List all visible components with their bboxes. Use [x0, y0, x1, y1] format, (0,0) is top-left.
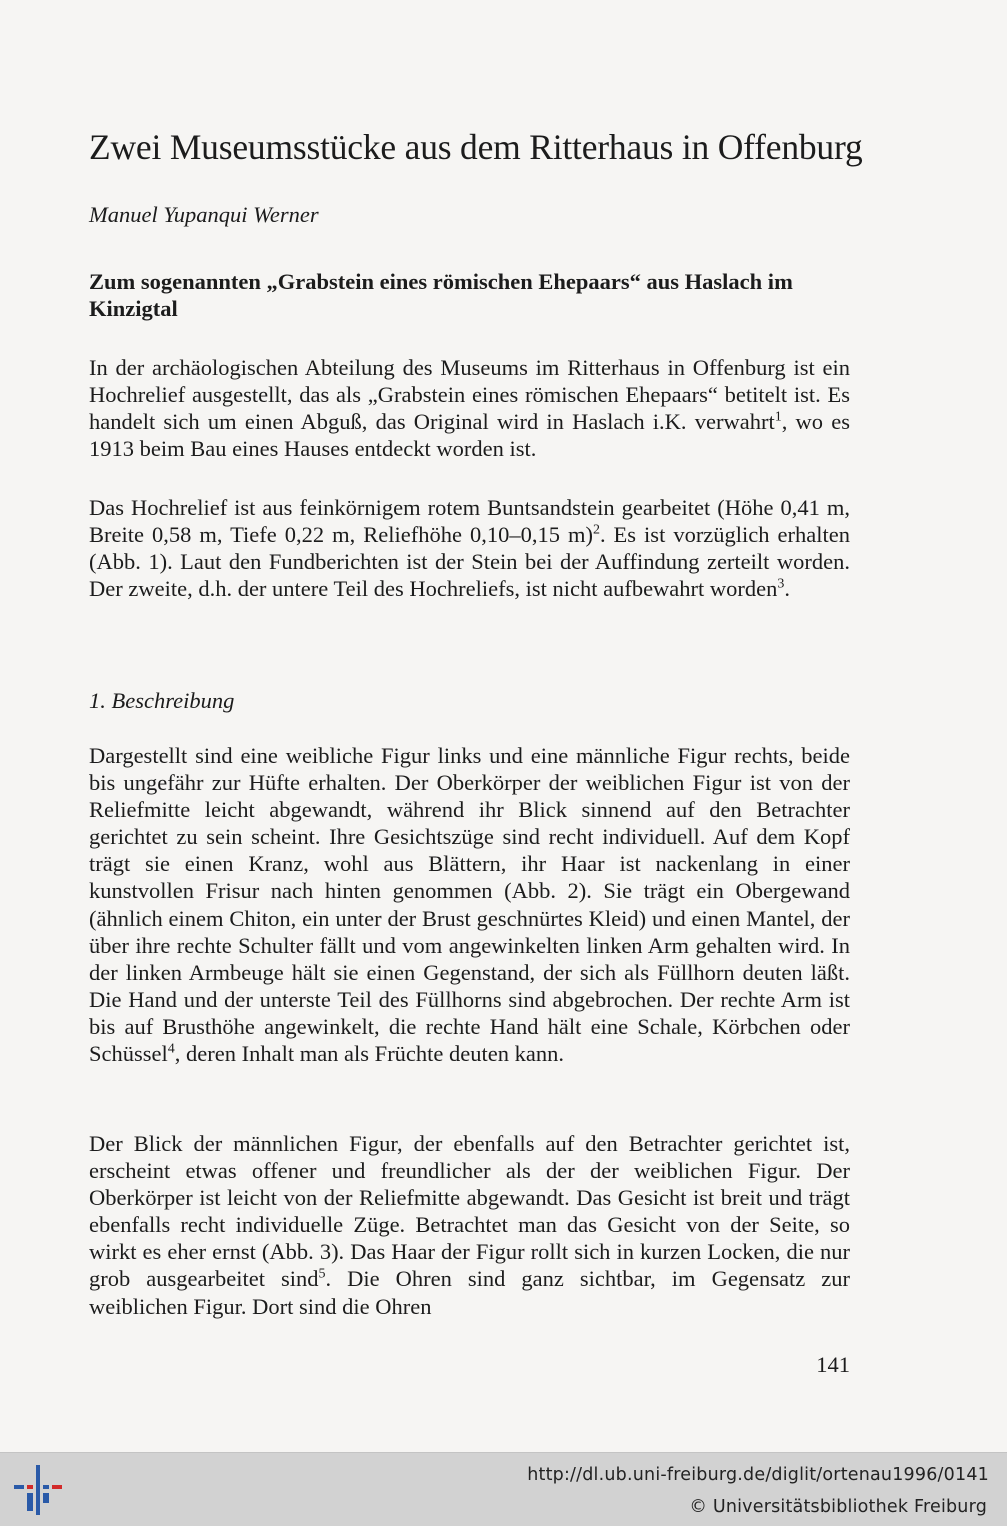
page-number: 141: [816, 1352, 850, 1377]
article-author: Manuel Yupanqui Werner: [89, 202, 319, 227]
footer-bar: [0, 1452, 1007, 1526]
footnote-ref[interactable]: 1: [774, 409, 782, 425]
footnote-ref[interactable]: 2: [592, 522, 600, 538]
paragraph-1: In der archäologischen Abteilung des Museums im Ritterhaus in Offenburg ist ein Hochrelief ausgestellt, das als „Grabstein eines römischen Ehepaars“ betitelt ist. Es handelt sich um einen Abguß, das Original wird in Haslach i.K. verwahrt$^1$, wo es 1913 beim Bau eines Hauses entdeckt worden ist.: [89, 355, 850, 462]
article-subtitle: Zum sogenannten „Grabstein eines römischen Ehepaars“ aus Haslach im Kinzigtal: [89, 269, 793, 321]
footnote-ref[interactable]: 3: [777, 576, 785, 592]
ub-freiburg-logo-icon[interactable]: [12, 1463, 64, 1517]
article-title: Zwei Museumsstücke aus dem Ritterhaus in Offenburg: [89, 127, 863, 167]
paragraph-4: Der Blick der männlichen Figur, der ebenfalls auf den Betrachter gerichtet ist, erscheint etwas offener und freundlicher als der der weiblichen Figur. Der Oberkörper ist leicht von der Reliefmitte abgewandt. Das Gesicht ist breit und trägt ebenfalls recht individuelle Züge. Betrachtet man das Gesicht von der Seite, so wirkt es eher ernst (Abb. 3). Das Haar der Figur rollt sich in kurzen Locken, die nur grob ausgearbeitet sind$^5$. Die Ohren sind ganz sichtbar, im Gegensatz zur weiblichen Figur. Dort sind die Ohren: [89, 1131, 851, 1319]
footnote-ref[interactable]: 5: [318, 1266, 326, 1282]
copyright-text: © Universitätsbibliothek Freiburg: [689, 1497, 987, 1517]
source-url-link[interactable]: http://dl.ub.uni-freiburg.de/diglit/ortenau1996/0141: [527, 1465, 989, 1485]
paragraph-3: Dargestellt sind eine weibliche Figur links und eine männliche Figur rechts, beide bis ungefähr zur Hüfte erhalten. Der Oberkörper der weiblichen Figur ist von der Reliefmitte leicht abgewandt, während ihr Blick sinnend auf den Betrachter gerichtet zu sein scheint. Ihre Gesichtszüge sind recht individuell. Auf dem Kopf trägt sie einen Kranz, wohl aus Blättern, ihr Haar ist nackenlang in einer kunstvollen Frisur nach hinten genommen (Abb. 2). Sie trägt ein Obergewand (ähnlich einem Chiton, ein unter der Brust geschnürtes Kleid) und einen Mantel, der über ihre rechte Schulter fällt und vom angewinkelten linken Arm gehalten wird. In der linken Armbeuge hält sie einen Gegenstand, der sich als Füllhorn deuten läßt. Die Hand und der unterste Teil des Füllhorns sind abgebrochen. Der rechte Arm ist bis auf Brusthöhe angewinkelt, die rechte Hand hält eine Schale, Körbchen oder Schüssel$^4$, deren Inhalt man als Früchte deuten kann.: [89, 743, 850, 1067]
paragraph-2: Das Hochrelief ist aus feinkörnigem rotem Buntsandstein gearbeitet (Höhe 0,41 m, Breite 0,58 m, Tiefe 0,22 m, Reliefhöhe 0,10–0,15 m)$^2$. Es ist vorzüglich erhalten (Abb. 1). Laut den Fundberichten ist der Stein bei der Auffindung zerteilt worden. Der zweite, d.h. der untere Teil des Hochreliefs, ist nicht aufbewahrt worden$^3$.: [89, 495, 850, 602]
footnote-ref[interactable]: 4: [167, 1041, 175, 1057]
section-heading: 1. Beschreibung: [89, 688, 235, 713]
